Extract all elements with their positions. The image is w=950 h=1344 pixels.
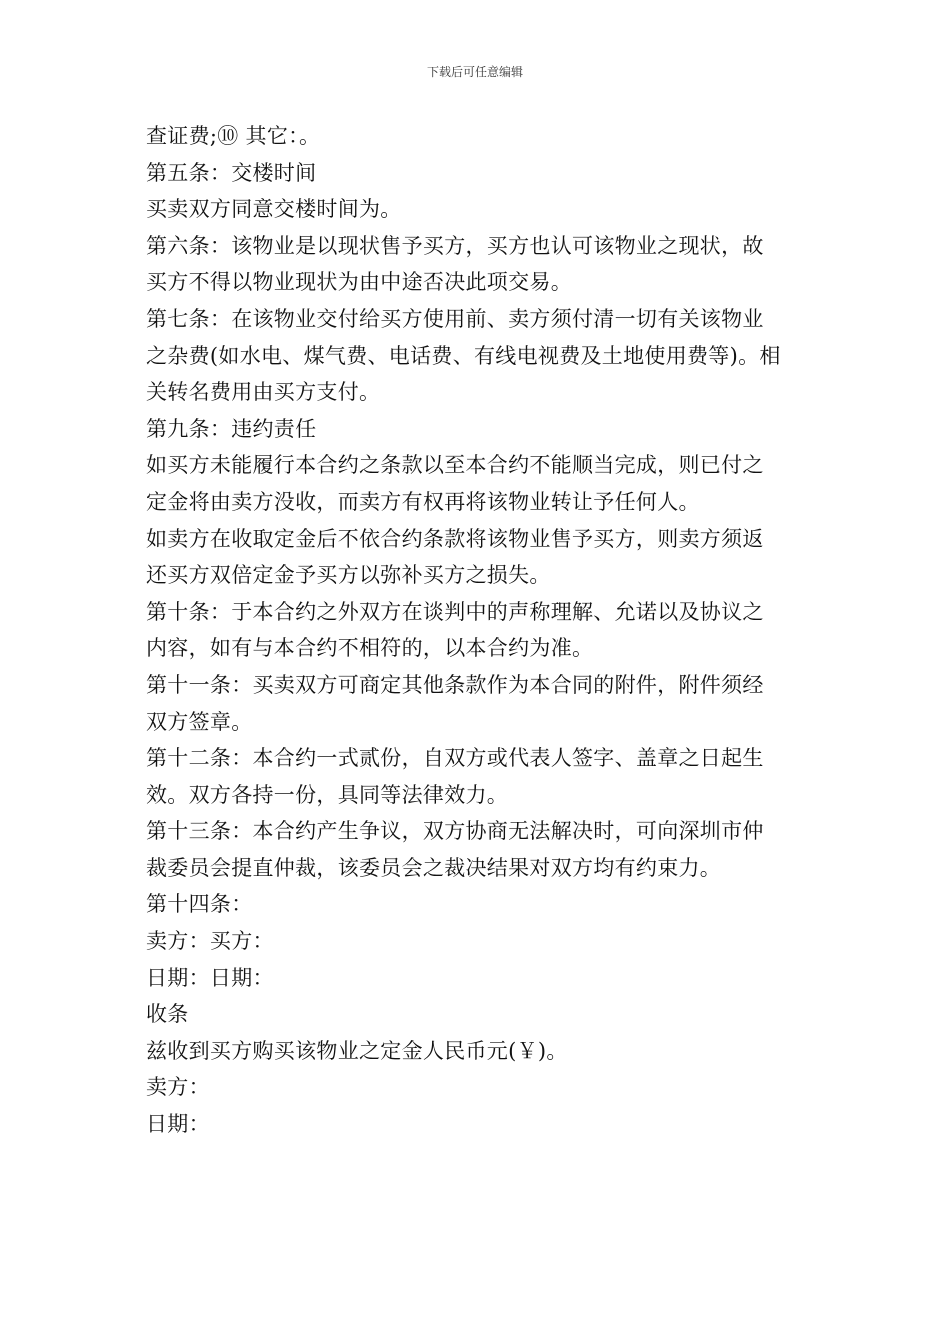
text-line: 之杂费(如水电、煤气费、电话费、有线电视费及土地使用费等)。相: [146, 343, 781, 368]
text-line: 效。双方各持一份，具同等法律效力。: [146, 782, 509, 807]
text-line: 还买方双倍定金予买方以弥补买方之损失。: [146, 563, 551, 588]
section-heading: 第五条：交楼时间: [146, 160, 317, 185]
text-line: 第十一条：买卖双方可商定其他条款作为本合同的附件，附件须经: [146, 672, 764, 697]
receipt-title: 收条: [146, 1002, 189, 1027]
receipt-seller-line: 卖方：: [146, 1075, 210, 1100]
text-line: 裁委员会提直仲裁，该委员会之裁决结果对双方均有约束力。: [146, 855, 722, 880]
receipt-date-line: 日期：: [146, 1112, 210, 1137]
text-line: 第六条：该物业是以现状售予买方，买方也认可该物业之现状，故: [146, 233, 764, 258]
text-line: 如买方未能履行本合约之条款以至本合约不能顺当完成，则已付之: [146, 453, 764, 478]
text-line: 查证费;⑩ 其它：。: [146, 124, 321, 148]
text-line: 定金将由卖方没收，而卖方有权再将该物业转让予任何人。: [146, 489, 700, 514]
text-line: 双方签章。: [146, 709, 253, 734]
document-body: [146, 118, 810, 1143]
text-line: 如卖方在收取定金后不依合约条款将该物业售予买方，则卖方须返: [146, 526, 764, 551]
section-heading: 第九条：违约责任: [146, 416, 317, 441]
section-heading: 第十四条：: [146, 892, 253, 917]
signature-line-dates: 日期：日期：: [146, 965, 274, 990]
page-header: 下载后可任意编辑: [426, 65, 523, 79]
text-line: 买方不得以物业现状为由中途否决此项交易。: [146, 270, 572, 295]
text-line: 关转名费用由买方支付。: [146, 380, 381, 405]
text-line: 第十三条：本合约产生争议，双方协商无法解决时，可向深圳市仲: [146, 819, 764, 844]
signature-line-parties: 卖方：买方：: [146, 929, 274, 954]
text-line: 第十条：于本合约之外双方在谈判中的声称理解、允诺以及协议之: [146, 599, 764, 624]
receipt-text: 兹收到买方购买该物业之定金人民币元(￥)。: [146, 1038, 568, 1063]
text-line: 内容，如有与本合约不相符的，以本合约为准。: [146, 636, 594, 661]
text-line: 买卖双方同意交楼时间为。: [146, 197, 402, 222]
text-line: 第七条：在该物业交付给买方使用前、卖方须付清一切有关该物业: [146, 306, 764, 331]
text-line: 第十二条：本合约一式贰份，自双方或代表人签字、盖章之日起生: [146, 746, 764, 771]
